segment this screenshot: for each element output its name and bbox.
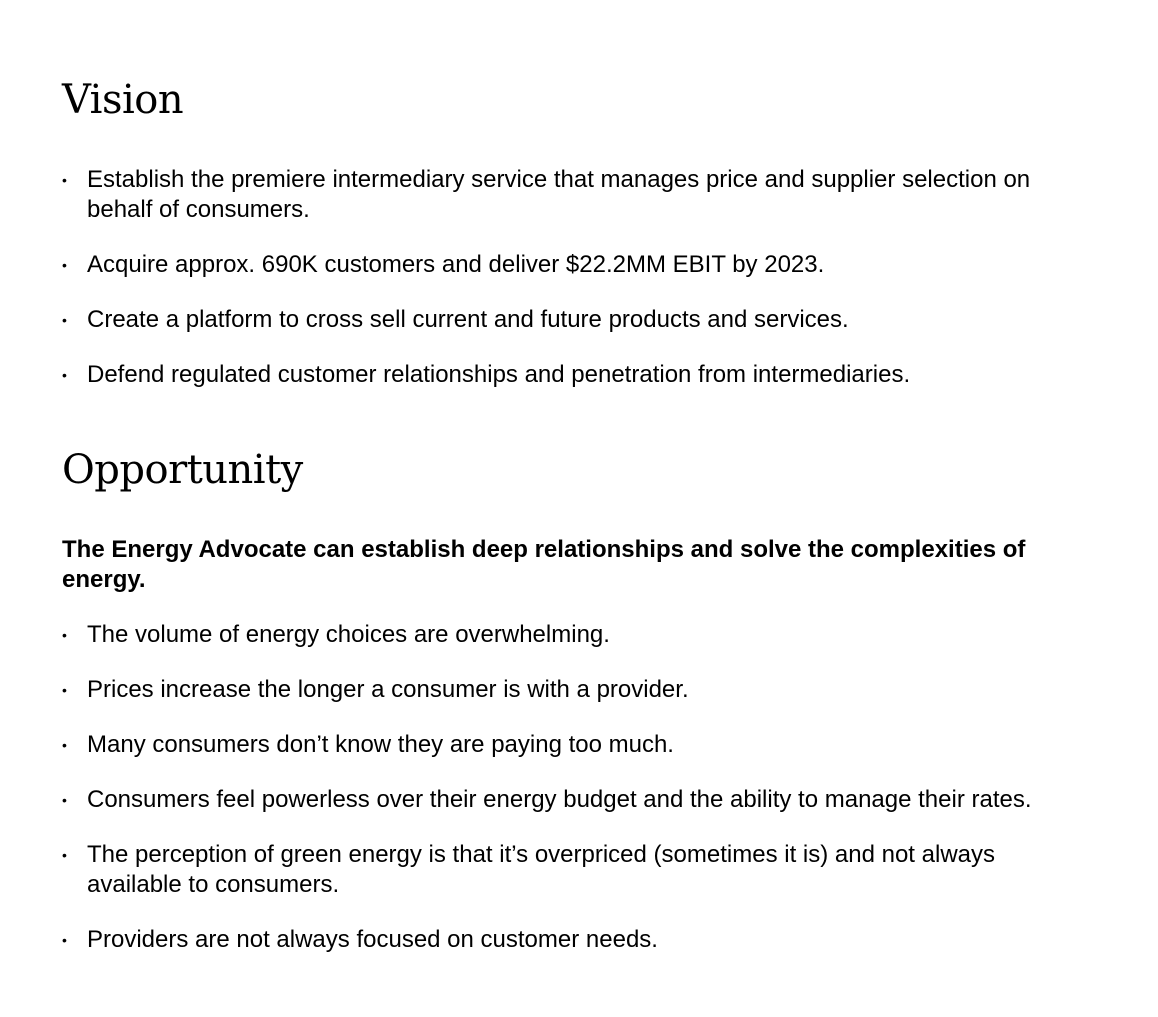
list-item bbox=[62, 785, 1092, 815]
list-item bbox=[62, 620, 1092, 650]
list-item bbox=[62, 925, 1092, 955]
opportunity-list bbox=[62, 620, 1092, 980]
list-item-text: Create a platform to cross sell current and future products and services. bbox=[87, 306, 849, 333]
list-item bbox=[62, 165, 1092, 225]
list-item bbox=[62, 250, 1092, 280]
list-item-text: Prices increase the longer a consumer is with a provider. bbox=[87, 676, 689, 703]
bullet-icon: • bbox=[62, 737, 67, 753]
list-item-text: The volume of energy choices are overwhelming. bbox=[87, 621, 610, 648]
list-item-text: The perception of green energy is that it’s overpriced (sometimes it is) and not always available to consumers. bbox=[87, 841, 995, 898]
list-item bbox=[62, 730, 1092, 760]
vision-heading: Vision bbox=[62, 77, 184, 123]
list-item-text: Providers are not always focused on customer needs. bbox=[87, 926, 658, 953]
list-item-text: Many consumers don’t know they are paying too much. bbox=[87, 731, 674, 758]
list-item bbox=[62, 675, 1092, 705]
bullet-icon: • bbox=[62, 932, 67, 948]
list-item bbox=[62, 840, 1092, 900]
bullet-icon: • bbox=[62, 312, 67, 328]
bullet-icon: • bbox=[62, 257, 67, 273]
opportunity-lead: The Energy Advocate can establish deep relationships and solve the complexities of energy. bbox=[62, 536, 1026, 593]
list-item-text: Establish the premiere intermediary service that manages price and supplier selection on behalf of consumers. bbox=[87, 166, 1031, 223]
bullet-icon: • bbox=[62, 172, 67, 188]
list-item bbox=[62, 360, 1092, 390]
bullet-icon: • bbox=[62, 627, 67, 643]
opportunity-heading: Opportunity bbox=[62, 447, 303, 493]
list-item-text: Consumers feel powerless over their energy budget and the ability to manage their rates. bbox=[87, 786, 1032, 813]
bullet-icon: • bbox=[62, 847, 67, 863]
list-item-text: Defend regulated customer relationships and penetration from intermediaries. bbox=[87, 361, 911, 388]
list-item bbox=[62, 305, 1092, 335]
vision-list bbox=[62, 165, 1092, 415]
bullet-icon: • bbox=[62, 682, 67, 698]
bullet-icon: • bbox=[62, 367, 67, 383]
list-item-text: Acquire approx. 690K customers and deliver $22.2MM EBIT by 2023. bbox=[87, 251, 825, 278]
bullet-icon: • bbox=[62, 792, 67, 808]
